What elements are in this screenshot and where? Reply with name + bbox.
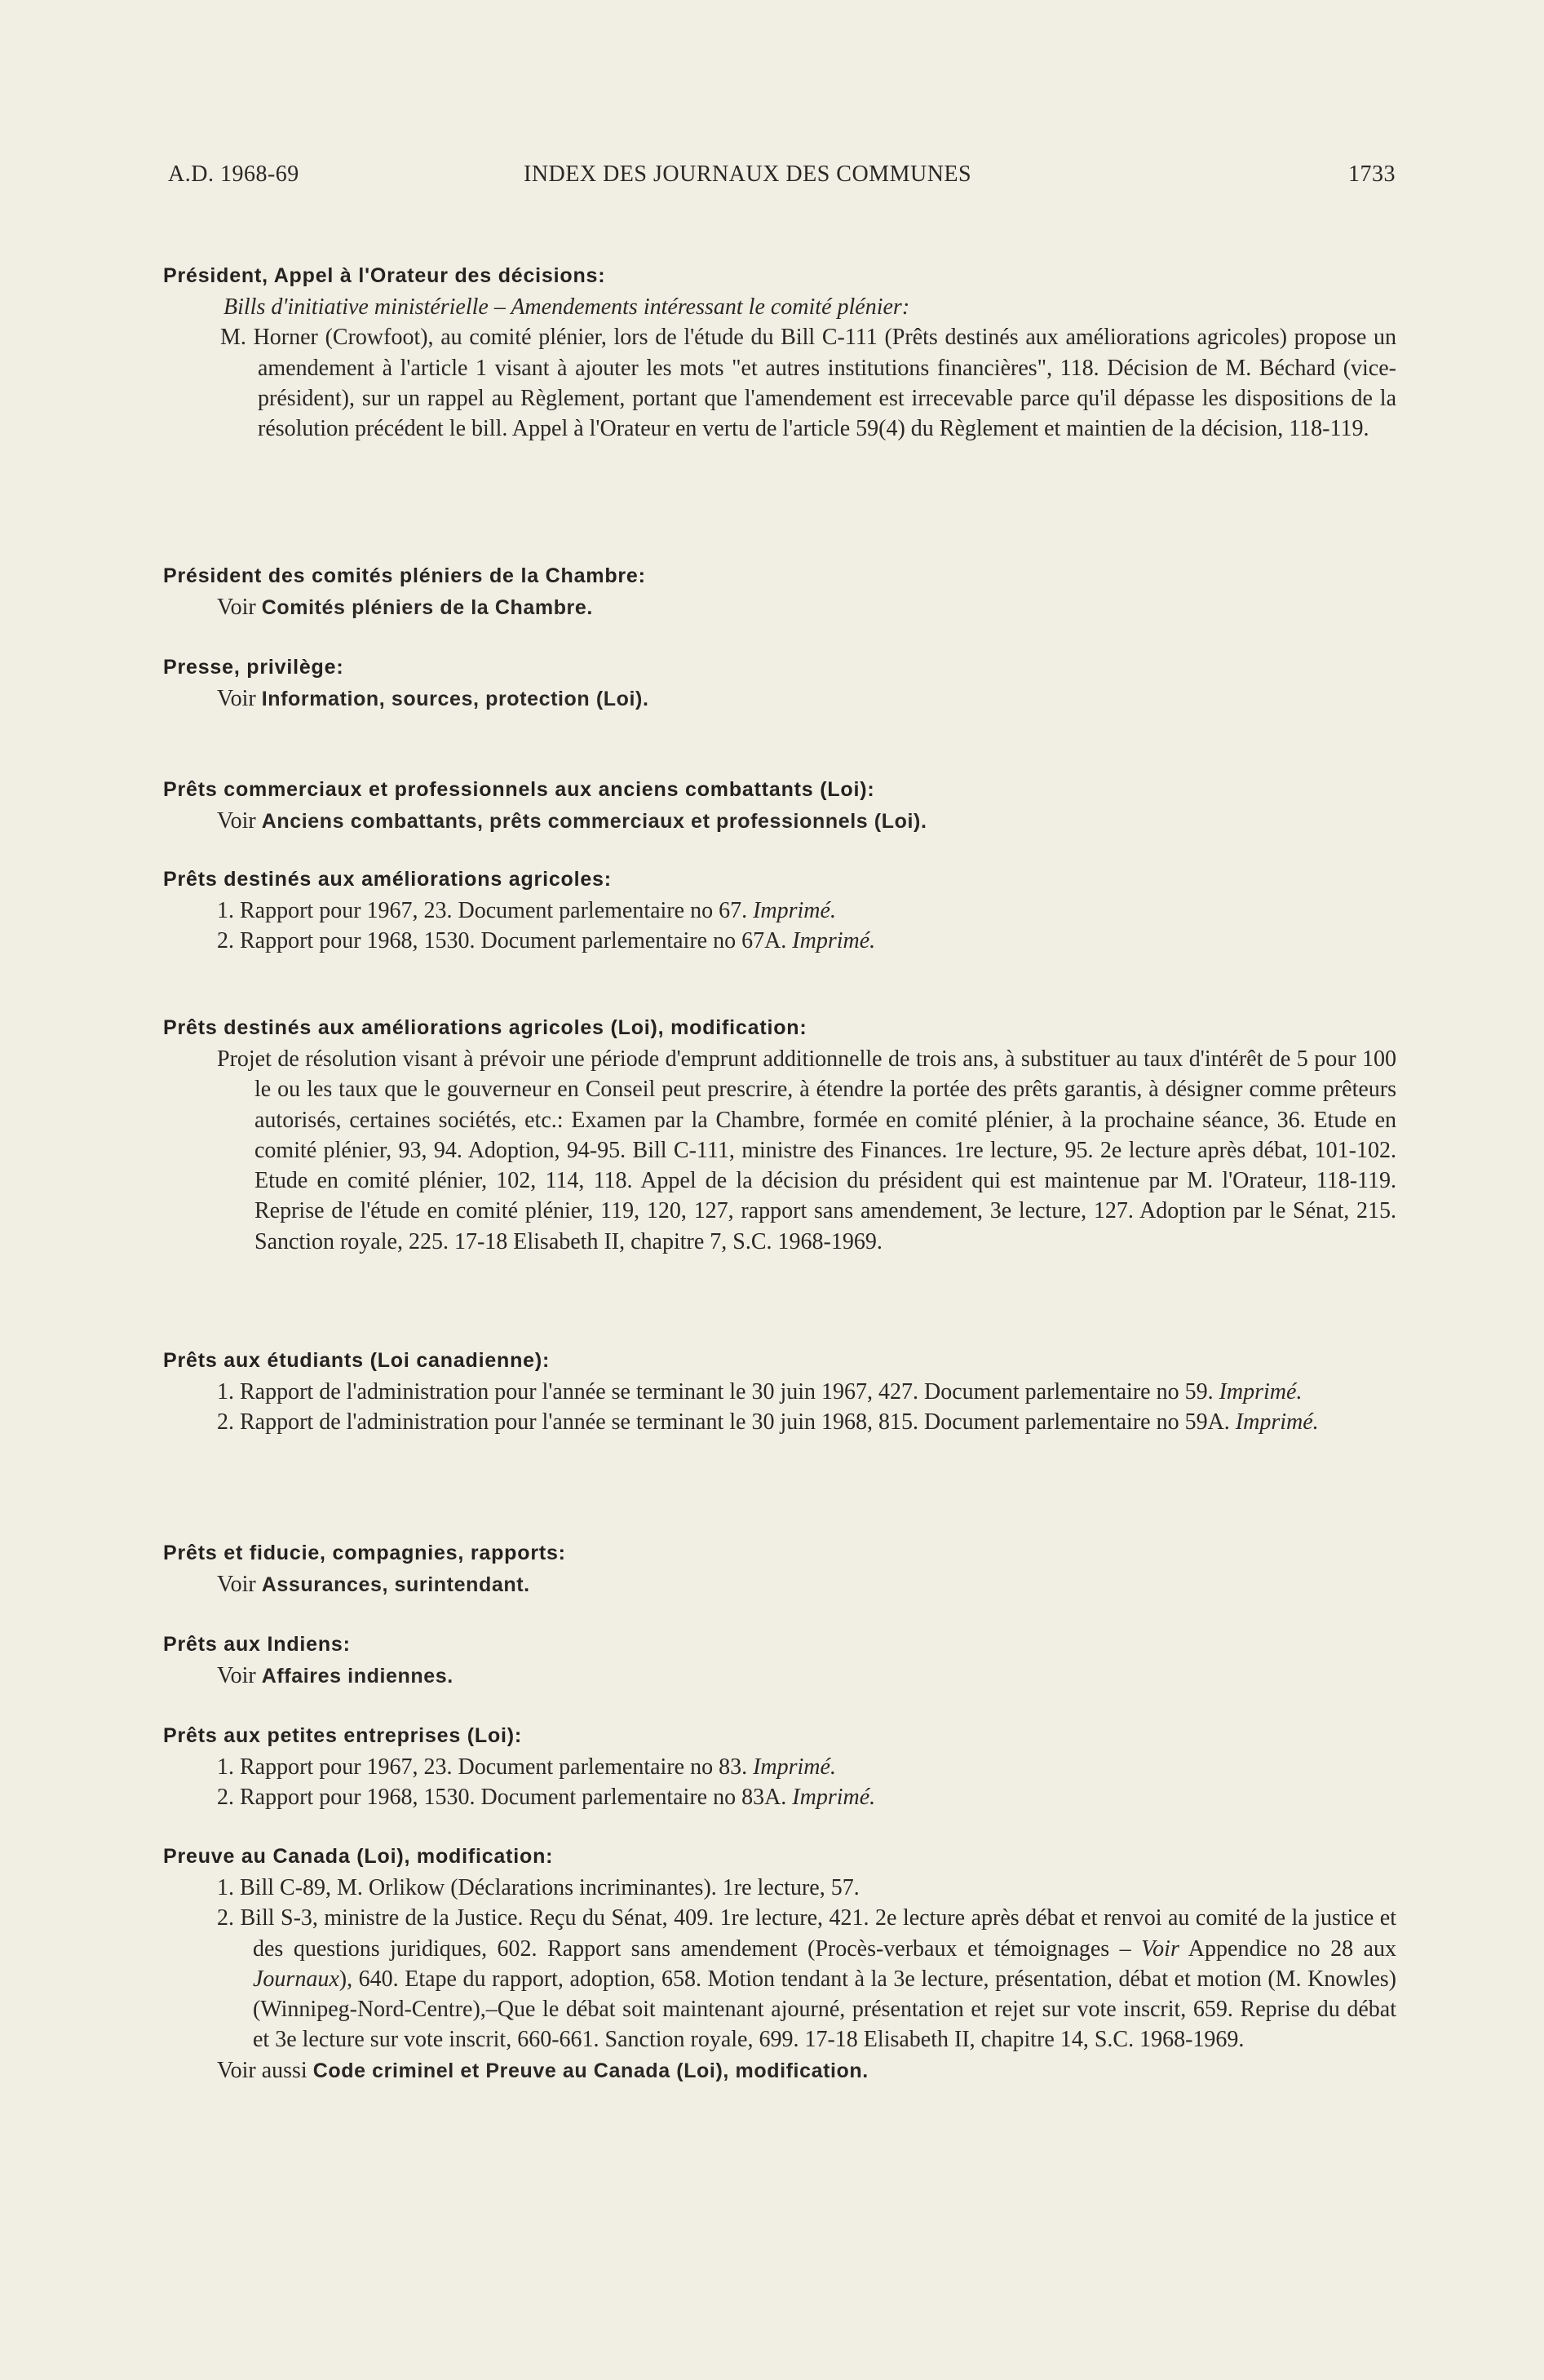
list-item: 1. Bill C-89, M. Orlikow (Déclarations incriminantes). 1re lecture, 57. (217, 1875, 860, 1900)
voir-label: Voir (217, 595, 256, 620)
entry-prets-indiens (163, 1630, 1396, 1692)
voir-label: Voir (217, 1663, 256, 1688)
reference-target: Information, sources, protection (Loi). (261, 688, 649, 710)
entry-heading: Président des comités pléniers de la Chambre: (163, 564, 646, 587)
page-header (168, 161, 1396, 194)
entry-heading: Prêts aux petites entreprises (Loi): (163, 1724, 523, 1747)
voir-label: Voir (217, 1572, 256, 1597)
list-item: 2. Rapport de l'administration pour l'année se terminant le 30 juin 1968, 815. Document parlementaire no 59A. Imprimé. (217, 1409, 1319, 1436)
list-item: 2. Rapport pour 1968, 1530. Document parlementaire no 83A. Imprimé. (217, 1785, 876, 1811)
list-item: 1. Rapport pour 1967, 23. Document parlementaire no 67. Imprimé. (217, 898, 836, 923)
entry-subheading: Bills d'initiative ministérielle – Amendements intéressant le comité plénier: (223, 294, 910, 320)
reference-target: Assurances, surintendant. (261, 1573, 530, 1596)
header-page-number: 1733 (1348, 161, 1396, 187)
entry-prets-commerciaux (163, 775, 1396, 837)
entry-prets-petites (163, 1721, 1396, 1813)
entry-preuve-canada (163, 1842, 1396, 2086)
cross-reference (217, 592, 1396, 623)
list-item: 2. Bill S-3, ministre de la Justice. Reçu du Sénat, 409. 1re lecture, 421. 2e lecture après débat et renvoi au comité de la justice et des questions juridiques, 602. Rapport sans amendement (Procès-verbaux et témoignages – Voir Appendice no 28 aux Journaux), 640. Etape du rapport, adoption, 658. Motion tendant à la 3e lecture, présentation, débat et motion (M. Knowles) (Winnipeg-Nord-Centre),–Que le débat soit maintenant ajourné, présentation et rejet sur vote inscrit, 659. Reprise du débat et 3e lecture sur vote inscrit, 660-661. Sanction royale, 699. 17-18 Elisabeth II, chapitre 14, S.C. 1968-1969. (217, 1905, 1396, 2053)
entry-heading: Prêts destinés aux améliorations agricoles: (163, 868, 612, 891)
entry-heading: Prêts commerciaux et professionnels aux anciens combattants (Loi): (163, 778, 875, 801)
list-item: 1. Rapport de l'administration pour l'année se terminant le 30 juin 1967, 427. Document parlementaire no 59. Imprimé. (217, 1379, 1303, 1405)
entry-presse (163, 653, 1396, 714)
voir-label: Voir (217, 808, 256, 834)
cross-reference (217, 2055, 1396, 2086)
entry-president-appel (163, 261, 1396, 444)
voir-label: Voir (217, 686, 256, 711)
cross-reference (217, 1661, 1396, 1692)
list-item: 1. Rapport pour 1967, 23. Document parlementaire no 83. Imprimé. (217, 1754, 836, 1780)
entry-prets-etudiants (163, 1346, 1396, 1438)
entry-heading: Prêts et fiducie, compagnies, rapports: (163, 1542, 566, 1564)
entry-heading: Président, Appel à l'Orateur des décisions: (163, 264, 606, 287)
voir-label: Voir aussi (217, 2057, 307, 2083)
entry-heading: Preuve au Canada (Loi), modification: (163, 1845, 554, 1868)
entry-prets-fiducie (163, 1538, 1396, 1600)
list-item: 2. Rapport pour 1968, 1530. Document parlementaire no 67A. Imprimé. (217, 928, 876, 954)
entry-prets-ameliorations-loi (163, 1013, 1396, 1257)
entry-president-comites (163, 561, 1396, 623)
reference-target: Affaires indiennes. (261, 1665, 453, 1688)
entry-text: Projet de résolution visant à prévoir une période d'emprunt additionnelle de trois ans, à substituer au taux d'intérêt de 5 pour 100 le ou les taux que le gouverneur en Conseil peut prescrire, à étendre la portée des prêts garantis, à désigner comme prêteurs autorisés, certaines sociétés, etc.: Examen par la Chambre, formée en comité plénier, à la prochaine séance, 36. Etude en comité plénier, 93, 94. Adoption, 94-95. Bill C-111, ministre des Finances. 1re lecture, 95. 2e lecture après débat, 101-102. Etude en comité plénier, 102, 114, 118. Appel de la décision du président qui est maintenue par M. l'Orateur, 118-119. Reprise de l'étude en comité plénier, 119, 120, 127, rapport sans amendement, 3e lecture, 127. Adoption par le Sénat, 215. Sanction royale, 225. 17-18 Elisabeth II, chapitre 7, S.C. 1968-1969. (217, 1046, 1396, 1254)
entry-text: M. Horner (Crowfoot), au comité plénier, lors de l'étude du Bill C-111 (Prêts destinés aux améliorations agricoles) propose un amendement à l'article 1 visant à ajouter les mots "et autres institutions financières", 118. Décision de M. Béchard (vice-président), sur un rappel au Règlement, portant que l'amendement est irrecevable parce qu'il dépasse les dispositions de la résolution précédent le bill. Appel à l'Orateur en vertu de l'article 59(4) du Règlement et maintien de la décision, 118-119. (220, 325, 1396, 442)
cross-reference (217, 1569, 1396, 1600)
reference-target: Code criminel et Preuve au Canada (Loi), modification. (312, 2059, 869, 2082)
cross-reference (217, 806, 1396, 837)
cross-reference (217, 683, 1396, 714)
entry-heading: Prêts aux Indiens: (163, 1633, 351, 1656)
entry-heading: Presse, privilège: (163, 656, 344, 679)
entry-heading: Prêts destinés aux améliorations agricoles (Loi), modification: (163, 1016, 807, 1039)
reference-target: Anciens combattants, prêts commerciaux et professionnels (Loi). (261, 810, 927, 833)
entry-prets-ameliorations (163, 865, 1396, 957)
entry-heading: Prêts aux étudiants (Loi canadienne): (163, 1349, 551, 1372)
header-title: INDEX DES JOURNAUX DES COMMUNES (524, 161, 972, 187)
header-year: A.D. 1968-69 (168, 161, 299, 187)
reference-target: Comités pléniers de la Chambre. (261, 596, 593, 619)
